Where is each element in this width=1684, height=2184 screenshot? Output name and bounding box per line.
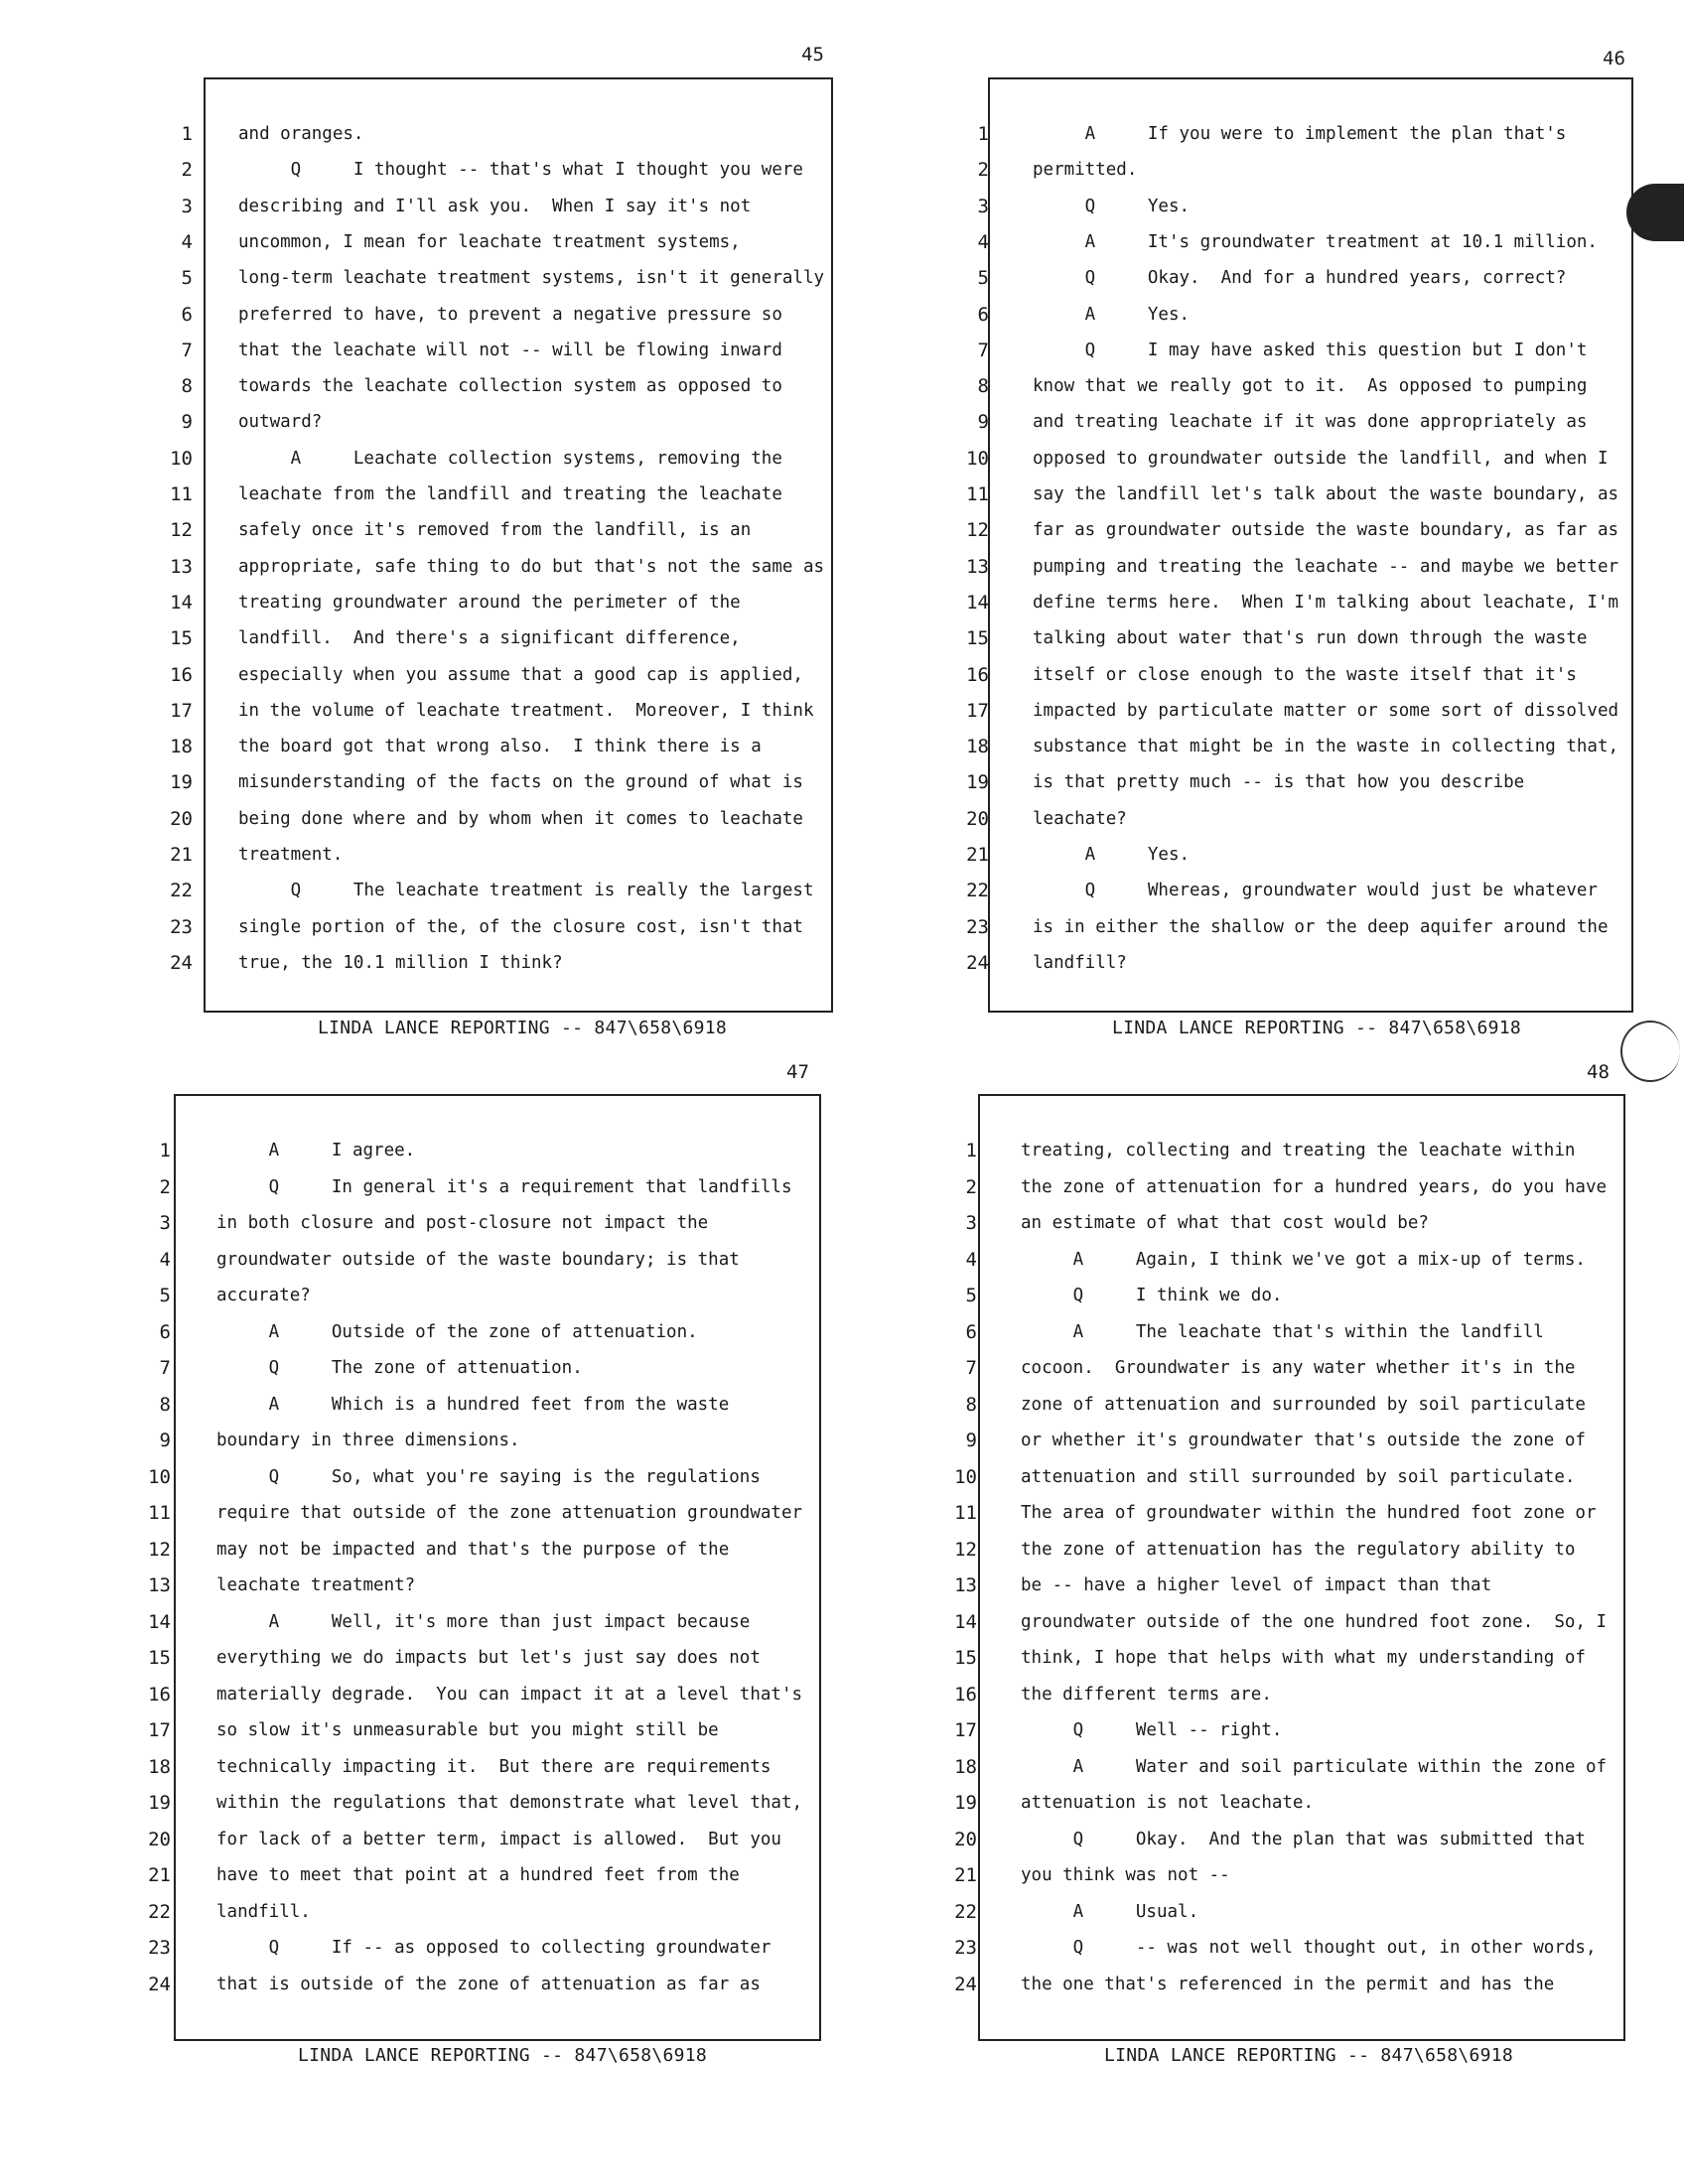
line-number: 24: [954, 1973, 977, 1995]
transcript-line: zone of attenuation and surrounded by soil particulate: [1021, 1394, 1586, 1415]
transcript-line: opposed to groundwater outside the landfill, and when I: [1033, 448, 1609, 469]
transcript-line: Q The leachate treatment is really the largest: [238, 881, 814, 901]
line-number: 9: [159, 1430, 171, 1451]
transcript-line: the one that's referenced in the permit and has the: [1021, 1974, 1555, 1994]
page-number: 47: [786, 1061, 809, 1083]
line-number: 11: [954, 1502, 977, 1524]
page-number: 45: [801, 44, 824, 66]
transcript-line: in the volume of leachate treatment. Moreover, I think: [238, 700, 814, 721]
line-number: 14: [148, 1610, 171, 1633]
line-number: 18: [954, 1755, 977, 1778]
transcript-line: A Leachate collection systems, removing the: [238, 448, 782, 469]
page-footer: LINDA LANCE REPORTING -- 847\658\6918: [298, 2045, 708, 2066]
line-number: 19: [148, 1792, 171, 1814]
transcript-line: A It's groundwater treatment at 10.1 million.: [1033, 231, 1598, 252]
transcript-line: A The leachate that's within the landfill: [1021, 1321, 1544, 1342]
line-number: 21: [148, 1864, 171, 1886]
transcript-line: attenuation is not leachate.: [1021, 1793, 1315, 1813]
binder-clip-mark: [1626, 184, 1684, 241]
line-number: 20: [954, 1828, 977, 1850]
transcript-line: landfill.: [216, 1901, 311, 1922]
line-number: 18: [148, 1755, 171, 1778]
line-number: 17: [148, 1719, 171, 1741]
line-number: 16: [148, 1683, 171, 1706]
line-number: 19: [966, 771, 989, 794]
transcript-line: A I agree.: [216, 1141, 416, 1160]
transcript-line: groundwater outside of the waste boundary; is that: [216, 1249, 740, 1270]
page-footer: LINDA LANCE REPORTING -- 847\658\6918: [1104, 2045, 1514, 2066]
transcript-line: Q I think we do.: [1021, 1286, 1283, 1305]
transcript-line: Q If -- as opposed to collecting groundwater: [216, 1938, 772, 1958]
line-number: 24: [148, 1973, 171, 1995]
transcript-line: true, the 10.1 million I think?: [238, 952, 563, 973]
transcript-line: A Yes.: [1033, 845, 1191, 865]
line-number: 5: [965, 1285, 977, 1306]
transcript-line: towards the leachate collection system as opposed to: [238, 376, 782, 397]
transcript-line: that the leachate will not -- will be flowing inward: [238, 340, 782, 360]
line-number: 15: [170, 627, 193, 650]
line-number: 13: [954, 1574, 977, 1596]
transcript-line: within the regulations that demonstrate what level that,: [216, 1793, 803, 1813]
transcript-line: is that pretty much -- is that how you describe: [1033, 772, 1525, 793]
line-number: 17: [966, 699, 989, 722]
line-number: 3: [159, 1212, 171, 1234]
line-number: 4: [977, 230, 989, 253]
line-number: 9: [181, 411, 193, 434]
line-number: 8: [181, 375, 193, 398]
transcript-line: leachate?: [1033, 808, 1127, 829]
line-number: 12: [966, 519, 989, 542]
transcript-line: landfill?: [1033, 952, 1127, 973]
transcript-line: A Again, I think we've got a mix-up of terms.: [1021, 1249, 1586, 1270]
transcript-line: being done where and by whom when it comes to leachate: [238, 808, 803, 829]
transcript-line: define terms here. When I'm talking about leachate, I'm: [1033, 592, 1619, 613]
line-number: 7: [977, 339, 989, 361]
line-number: 16: [966, 663, 989, 686]
line-number: 11: [170, 483, 193, 505]
transcript-line: single portion of the, of the closure cost, isn't that: [238, 916, 803, 937]
transcript-line: Q The zone of attenuation.: [216, 1358, 583, 1378]
transcript-line: Q In general it's a requirement that landfills: [216, 1176, 792, 1197]
transcript-line: treating groundwater around the perimeter of the: [238, 592, 741, 613]
line-number: 15: [954, 1647, 977, 1669]
transcript-line: A Outside of the zone of attenuation.: [216, 1321, 698, 1342]
line-number: 22: [966, 880, 989, 902]
transcript-line: Q Whereas, groundwater would just be whatever: [1033, 881, 1598, 901]
transcript-line: may not be impacted and that's the purpose of the: [216, 1539, 730, 1560]
transcript-line: A Which is a hundred feet from the waste: [216, 1394, 730, 1415]
line-number: 22: [170, 880, 193, 902]
transcript-line: leachate from the landfill and treating the leachate: [238, 484, 782, 504]
line-number: 6: [181, 303, 193, 326]
line-number: 24: [966, 951, 989, 974]
transcript-line: require that outside of the zone attenuation groundwater: [216, 1503, 803, 1523]
transcript-line: materially degrade. You can impact it at a level that's: [216, 1684, 803, 1705]
line-number: 3: [965, 1212, 977, 1234]
line-number: 23: [966, 915, 989, 938]
line-number: 13: [966, 555, 989, 578]
transcript-line: Q Yes.: [1033, 196, 1191, 216]
line-number: 10: [170, 447, 193, 470]
line-number: 10: [148, 1465, 171, 1488]
line-number: 16: [170, 663, 193, 686]
transcript-line: A Well, it's more than just impact because: [216, 1611, 751, 1632]
page-frame: [174, 1094, 821, 2041]
line-number: 5: [159, 1285, 171, 1306]
transcript-line: for lack of a better term, impact is allowed. But you: [216, 1829, 781, 1849]
line-number: 10: [966, 447, 989, 470]
line-number: 12: [148, 1538, 171, 1561]
transcript-line: in both closure and post-closure not impact the: [216, 1213, 709, 1233]
line-number: 7: [181, 339, 193, 361]
transcript-line: safely once it's removed from the landfill, is an: [238, 520, 752, 541]
transcript-line: say the landfill let's talk about the waste boundary, as: [1033, 484, 1619, 504]
transcript-line: itself or close enough to the waste itself that it's: [1033, 664, 1577, 685]
line-number: 19: [170, 771, 193, 794]
line-number: 17: [954, 1719, 977, 1741]
line-number: 4: [965, 1248, 977, 1271]
line-number: 9: [965, 1430, 977, 1451]
page-number: 46: [1603, 48, 1625, 69]
transcript-line: boundary in three dimensions.: [216, 1431, 520, 1450]
line-number: 24: [170, 951, 193, 974]
transcript-line: Q So, what you're saying is the regulations: [216, 1466, 761, 1487]
transcript-line: long-term leachate treatment systems, isn't it generally: [238, 268, 825, 289]
transcript-line: permitted.: [1033, 160, 1138, 181]
transcript-line: the zone of attenuation for a hundred years, do you have: [1021, 1176, 1608, 1197]
line-number: 7: [159, 1357, 171, 1379]
transcript-line: A If you were to implement the plan that's: [1033, 124, 1567, 144]
transcript-line: pumping and treating the leachate -- and maybe we better: [1033, 556, 1619, 577]
transcript-line: accurate?: [216, 1286, 311, 1305]
line-number: 18: [966, 736, 989, 758]
transcript-line: treating, collecting and treating the leachate within: [1021, 1141, 1576, 1160]
transcript-line: Q Okay. And for a hundred years, correct?: [1033, 268, 1567, 289]
page-frame: [204, 77, 833, 1013]
line-number: 5: [977, 267, 989, 290]
transcript-line: leachate treatment?: [216, 1575, 416, 1595]
line-number: 8: [965, 1393, 977, 1416]
line-number: 1: [181, 123, 193, 145]
transcript-line: you think was not --: [1021, 1865, 1230, 1885]
line-number: 5: [181, 267, 193, 290]
transcript-line: be -- have a higher level of impact than that: [1021, 1575, 1492, 1595]
line-number: 4: [159, 1248, 171, 1271]
transcript-line: and treating leachate if it was done appropriately as: [1033, 412, 1588, 433]
line-number: 14: [954, 1610, 977, 1633]
line-number: 23: [954, 1937, 977, 1959]
page-footer: LINDA LANCE REPORTING -- 847\658\6918: [318, 1018, 728, 1038]
line-number: 8: [977, 375, 989, 398]
line-number: 12: [954, 1538, 977, 1561]
transcript-line: describing and I'll ask you. When I say it's not: [238, 196, 752, 216]
transcript-line: A Water and soil particulate within the zone of: [1021, 1756, 1608, 1777]
line-number: 23: [148, 1937, 171, 1959]
line-number: 20: [966, 807, 989, 830]
line-number: 9: [977, 411, 989, 434]
transcript-line: Q Okay. And the plan that was submitted that: [1021, 1829, 1586, 1849]
transcript-line: misunderstanding of the facts on the ground of what is: [238, 772, 803, 793]
transcript-line: cocoon. Groundwater is any water whether it's in the: [1021, 1358, 1576, 1378]
line-number: 16: [954, 1683, 977, 1706]
line-number: 19: [954, 1792, 977, 1814]
transcript-line: landfill. And there's a significant difference,: [238, 628, 741, 649]
transcript-line: that is outside of the zone of attenuation as far as: [216, 1974, 761, 1994]
transcript-line: the different terms are.: [1021, 1684, 1272, 1705]
line-number: 6: [159, 1320, 171, 1343]
page-frame: [978, 1094, 1625, 2041]
transcript-line: the board got that wrong also. I think there is a: [238, 737, 762, 757]
transcript-line: Q Well -- right.: [1021, 1720, 1283, 1740]
transcript-line: A Yes.: [1033, 304, 1191, 325]
transcript-line: attenuation and still surrounded by soil particulate.: [1021, 1466, 1576, 1487]
line-number: 20: [170, 807, 193, 830]
transcript-line: treatment.: [238, 845, 344, 865]
transcript-line: A Usual.: [1021, 1901, 1199, 1922]
line-number: 21: [966, 844, 989, 866]
line-number: 11: [148, 1502, 171, 1524]
transcript-line: think, I hope that helps with what my understanding of: [1021, 1648, 1586, 1668]
line-number: 18: [170, 736, 193, 758]
line-number: 23: [170, 915, 193, 938]
line-number: 4: [181, 230, 193, 253]
line-number: 3: [977, 195, 989, 217]
transcript-line: substance that might be in the waste in collecting that,: [1033, 737, 1619, 757]
line-number: 6: [977, 303, 989, 326]
transcript-line: Q -- was not well thought out, in other words,: [1021, 1938, 1597, 1958]
line-number: 20: [148, 1828, 171, 1850]
transcript-line: far as groundwater outside the waste boundary, as far as: [1033, 520, 1619, 541]
transcript-line: talking about water that's run down through the waste: [1033, 628, 1588, 649]
transcript-line: preferred to have, to prevent a negative pressure so: [238, 304, 782, 325]
line-number: 2: [181, 159, 193, 182]
line-number: 10: [954, 1465, 977, 1488]
transcript-line: impacted by particulate matter or some sort of dissolved: [1033, 700, 1619, 721]
line-number: 22: [148, 1900, 171, 1923]
line-number: 2: [159, 1175, 171, 1198]
line-number: 13: [170, 555, 193, 578]
page-frame: [988, 77, 1633, 1013]
line-number: 2: [965, 1175, 977, 1198]
line-number: 13: [148, 1574, 171, 1596]
line-number: 15: [966, 627, 989, 650]
transcript-line: The area of groundwater within the hundred foot zone or: [1021, 1503, 1597, 1523]
transcript-line: outward?: [238, 412, 323, 433]
transcript-line: Q I may have asked this question but I don't: [1033, 340, 1588, 360]
line-number: 1: [977, 123, 989, 145]
line-number: 21: [954, 1864, 977, 1886]
line-number: 7: [965, 1357, 977, 1379]
line-number: 22: [954, 1900, 977, 1923]
transcript-line: is in either the shallow or the deep aquifer around the: [1033, 916, 1609, 937]
line-number: 1: [965, 1140, 977, 1161]
line-number: 2: [977, 159, 989, 182]
line-number: 6: [965, 1320, 977, 1343]
line-number: 11: [966, 483, 989, 505]
punch-hole-mark: [1620, 1021, 1680, 1082]
transcript-line: everything we do impacts but let's just say does not: [216, 1648, 761, 1668]
transcript-line: especially when you assume that a good cap is applied,: [238, 664, 803, 685]
page-number: 48: [1587, 1061, 1610, 1083]
line-number: 15: [148, 1647, 171, 1669]
line-number: 1: [159, 1140, 171, 1161]
transcript-line: know that we really got to it. As opposed to pumping: [1033, 376, 1588, 397]
transcript-line: Q I thought -- that's what I thought you were: [238, 160, 803, 181]
page-footer: LINDA LANCE REPORTING -- 847\658\6918: [1112, 1018, 1522, 1038]
line-number: 8: [159, 1393, 171, 1416]
transcript-line: appropriate, safe thing to do but that's not the same as: [238, 556, 825, 577]
transcript-line: the zone of attenuation has the regulatory ability to: [1021, 1539, 1576, 1560]
transcript-line: uncommon, I mean for leachate treatment systems,: [238, 231, 741, 252]
transcript-line: technically impacting it. But there are requirements: [216, 1756, 772, 1777]
transcript-line: so slow it's unmeasurable but you might still be: [216, 1720, 719, 1740]
line-number: 14: [966, 591, 989, 614]
line-number: 3: [181, 195, 193, 217]
line-number: 14: [170, 591, 193, 614]
transcript-line: have to meet that point at a hundred feet from the: [216, 1865, 740, 1885]
line-number: 17: [170, 699, 193, 722]
transcript-line: an estimate of what that cost would be?: [1021, 1213, 1429, 1233]
transcript-line: groundwater outside of the one hundred foot zone. So, I: [1021, 1611, 1608, 1632]
transcript-line: or whether it's groundwater that's outside the zone of: [1021, 1431, 1586, 1450]
line-number: 21: [170, 844, 193, 866]
transcript-line: and oranges.: [238, 124, 364, 144]
line-number: 12: [170, 519, 193, 542]
